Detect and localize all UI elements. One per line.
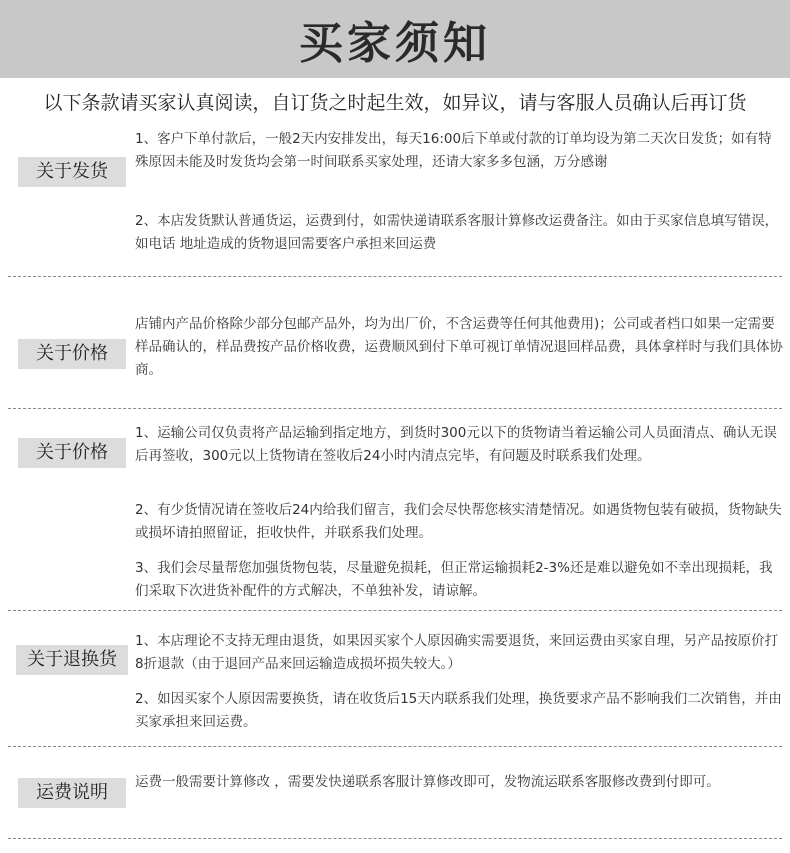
shipping-paragraph-2: 2、本店发货默认普通货运，运费到付，如需快递请联系客服计算修改运费备注。如由于买家信息填写错误，如电话 地址造成的货物退回需要客户承担来回运费	[135, 213, 779, 252]
transport-paragraph-2: 2、有少货情况请在签收后24内给我们留言，我们会尽快帮您核实清楚情况。如遇货物包装有破损，货物缺失或损坏请拍照留证，拒收快件，并联系我们处理。	[135, 502, 782, 541]
section-divider	[8, 408, 782, 409]
returns-paragraph-2: 2、如因买家个人原因需要换货，请在收货后15天内联系我们处理，换货要求产品不影响我们二次销售，并由买家承担来回运费。	[135, 691, 782, 730]
page-title: 买家须知	[299, 18, 491, 69]
section-label-returns: 关于退换货	[16, 645, 128, 675]
section-label-shipping: 关于发货	[18, 157, 126, 187]
header-banner	[0, 0, 790, 78]
transport-paragraph-3: 3、我们会尽量帮您加强货物包装，尽量避免损耗，但正常运输损耗2-3%还是难以避免如不幸出现损耗，我们采取下次进货补配件的方式解决，不单独补发，请谅解。	[135, 560, 773, 599]
transport-paragraph-1: 1、运输公司仅负责将产品运输到指定地方，到货时300元以下的货物请当着运输公司人员面清点、确认无误后再签收，300元以上货物请在签收后24小时内清点完毕，有问题及时联系我们处理。	[135, 425, 777, 464]
section-label-price: 关于价格	[18, 339, 126, 369]
returns-paragraph-1: 1、本店理论不支持无理由退货，如果因买家个人原因确实需要退货，来回运费由买家自理，另产品按原价打8折退款（由于退回产品来回运输造成损坏损失较大。）	[135, 633, 779, 672]
price-paragraph: 店铺内产品价格除少部分包邮产品外，均为出厂价，不含运费等任何其他费用)；公司或者档口如果一定需要样品确认的，样品费按产品价格收费，运费顺风到付下单可视订单情况退回样品费，具体拿样时与我们具体协商。	[135, 316, 783, 378]
shipping-paragraph-1: 1、客户下单付款后，一般2天内安排发出，每天16:00后下单或付款的订单均设为第二天次日发货；如有特殊原因未能及时发货均会第一时间联系买家处理，还请大家多多包涵，万分感谢	[135, 131, 772, 170]
section-divider	[8, 610, 782, 611]
section-label-transport: 关于价格	[18, 438, 126, 468]
section-divider	[8, 276, 782, 277]
section-label-freight: 运费说明	[18, 778, 126, 808]
freight-paragraph: 运费一般需要计算修改 ，需要发快递联系客服计算修改即可，发物流运联系客服修改费到付即可。	[135, 774, 720, 790]
section-divider	[8, 838, 782, 839]
page-subtitle: 以下条款请买家认真阅读，自订货之时起生效，如异议，请与客服人员确认后再订货	[43, 92, 747, 114]
section-divider	[8, 746, 782, 747]
